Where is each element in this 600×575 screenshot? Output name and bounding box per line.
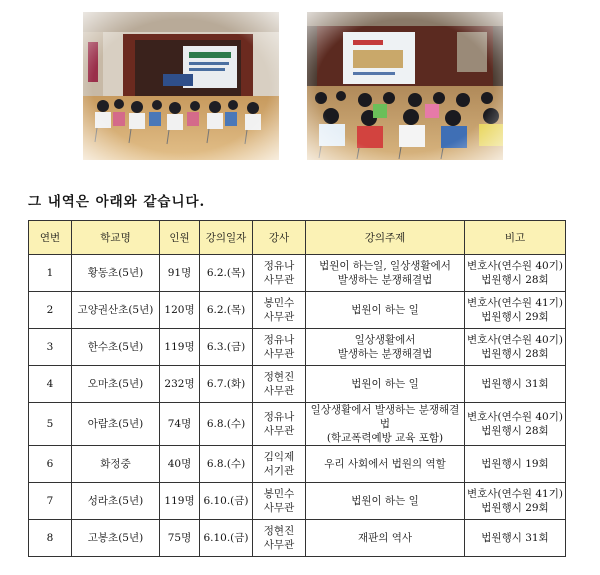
cell-topic: 법원이 하는 일: [306, 366, 465, 403]
cell-lecturer: 정현진 사무관: [253, 366, 306, 403]
table-row: [29, 329, 566, 366]
table-header-row: [29, 221, 566, 255]
header-note: 비고: [465, 221, 566, 255]
cell-note: 변호사(연수원 40기) 법원행시 28회: [465, 329, 566, 366]
cell-school: 고양권산초(5년): [72, 292, 160, 329]
cell-topic: 법원이 하는일, 일상생활에서 발생하는 분쟁해결법: [306, 255, 465, 292]
cell-lecturer: 봉민수 사무관: [253, 292, 306, 329]
table-row: [29, 520, 566, 557]
cell-school: 고봉초(5년): [72, 520, 160, 557]
cell-topic: 일상생활에서 발생하는 분쟁해결법 (학교폭력예방 교육 포함): [306, 403, 465, 446]
table-row: [29, 255, 566, 292]
cell-lecturer: 정유나 사무관: [253, 403, 306, 446]
cell-topic: 재판의 역사: [306, 520, 465, 557]
cell-no: 8: [29, 520, 72, 557]
table-row: [29, 366, 566, 403]
header-date: 강의일자: [200, 221, 253, 255]
cell-lecturer: 정유나 사무관: [253, 329, 306, 366]
header-no: 연번: [29, 221, 72, 255]
cell-date: 6.10.(금): [200, 483, 253, 520]
cell-school: 오마초(5년): [72, 366, 160, 403]
cell-count: 119명: [160, 329, 200, 366]
cell-no: 1: [29, 255, 72, 292]
cell-date: 6.10.(금): [200, 520, 253, 557]
cell-topic: 우리 사회에서 법원의 역할: [306, 446, 465, 483]
table-row: [29, 483, 566, 520]
photo-row: [0, 12, 600, 162]
cell-lecturer: 정현진 사무관: [253, 520, 306, 557]
cell-lecturer: 봉민수 사무관: [253, 483, 306, 520]
cell-note: 법원행시 31회: [465, 520, 566, 557]
cell-topic: 일상생활에서 발생하는 분쟁해결법: [306, 329, 465, 366]
cell-no: 5: [29, 403, 72, 446]
cell-school: 황동초(5년): [72, 255, 160, 292]
cell-no: 3: [29, 329, 72, 366]
cell-date: 6.3.(금): [200, 329, 253, 366]
cell-topic: 법원이 하는 일: [306, 292, 465, 329]
header-count: 인원: [160, 221, 200, 255]
cell-school: 한수초(5년): [72, 329, 160, 366]
table-row: [29, 403, 566, 446]
lecture-schedule-table: [28, 220, 566, 557]
cell-note: 변호사(연수원 40기) 법원행시 28회: [465, 255, 566, 292]
cell-count: 91명: [160, 255, 200, 292]
cell-count: 232명: [160, 366, 200, 403]
cell-lecturer: 김익제 서기관: [253, 446, 306, 483]
cell-lecturer: 정유나 사무관: [253, 255, 306, 292]
cell-count: 120명: [160, 292, 200, 329]
cell-note: 변호사(연수원 41기) 법원행시 29회: [465, 483, 566, 520]
cell-count: 40명: [160, 446, 200, 483]
cell-school: 성라초(5년): [72, 483, 160, 520]
cell-count: 119명: [160, 483, 200, 520]
cell-note: 변호사(연수원 41기) 법원행시 29회: [465, 292, 566, 329]
cell-note: 변호사(연수원 40기) 법원행시 28회: [465, 403, 566, 446]
header-lecturer: 강사: [253, 221, 306, 255]
cell-note: 법원행시 31회: [465, 366, 566, 403]
lecture-photo-auditorium: [83, 12, 279, 160]
cell-count: 74명: [160, 403, 200, 446]
cell-no: 7: [29, 483, 72, 520]
cell-date: 6.8.(수): [200, 446, 253, 483]
header-school: 학교명: [72, 221, 160, 255]
cell-count: 75명: [160, 520, 200, 557]
cell-no: 4: [29, 366, 72, 403]
cell-date: 6.8.(수): [200, 403, 253, 446]
cell-date: 6.7.(화): [200, 366, 253, 403]
cell-school: 아람초(5년): [72, 403, 160, 446]
lecture-photo-screen: [307, 12, 503, 160]
cell-topic: 법원이 하는 일: [306, 483, 465, 520]
cell-no: 6: [29, 446, 72, 483]
table-row: [29, 292, 566, 329]
cell-note: 법원행시 19회: [465, 446, 566, 483]
cell-date: 6.2.(목): [200, 292, 253, 329]
cell-no: 2: [29, 292, 72, 329]
header-topic: 강의주제: [306, 221, 465, 255]
intro-text: 그 내역은 아래와 같습니다.: [28, 194, 206, 210]
cell-date: 6.2.(목): [200, 255, 253, 292]
table-row: [29, 446, 566, 483]
cell-school: 화정중: [72, 446, 160, 483]
